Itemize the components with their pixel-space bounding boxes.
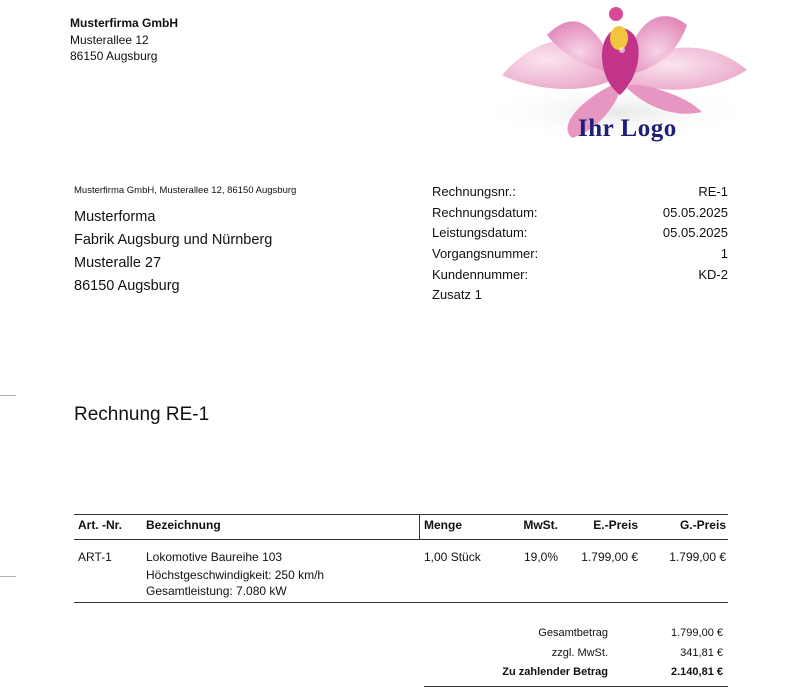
recipient-name: Musterforma [74, 209, 156, 225]
col-header-gpreis: G.-Preis [679, 518, 726, 532]
meta-label: Rechnungsdatum: [432, 204, 538, 220]
meta-value: 05.05.2025 [662, 204, 728, 220]
meta-row-service-date [432, 223, 728, 244]
amount-due-label: Zu zahlender Betrag [502, 666, 608, 678]
cell-epreis: 1.799,00 € [581, 550, 638, 564]
vat-label: zzgl. MwSt. [551, 647, 608, 659]
cell-gpreis: 1.799,00 € [669, 550, 726, 564]
meta-label: Kundennummer: [432, 266, 529, 282]
table-bottom-rule [74, 602, 728, 603]
total-label: Gesamtbetrag [538, 627, 608, 639]
meta-label: Vorgangsnummer: [432, 246, 539, 262]
col-header-artnr: Art. -Nr. [78, 518, 123, 532]
fold-mark [0, 395, 16, 396]
meta-label: Leistungsdatum: [432, 225, 528, 241]
meta-row-customer-number [432, 265, 728, 286]
meta-label: Rechnungsnr.: [432, 184, 516, 199]
meta-row-process-number [432, 244, 728, 265]
recipient-address [74, 206, 272, 298]
sender-company: Musterfirma GmbH [70, 16, 179, 30]
meta-value: 05.05.2025 [662, 225, 728, 241]
col-header-bezeichnung: Bezeichnung [146, 518, 221, 532]
cell-detail: Höchstgeschwindigkeit: 250 km/h [146, 568, 325, 582]
col-header-menge: Menge [424, 518, 463, 532]
meta-value: RE-1 [698, 184, 728, 199]
cell-mwst: 19,0% [523, 550, 558, 564]
meta-value: KD-2 [698, 266, 728, 282]
meta-row-extra [432, 285, 728, 306]
recipient-street: Musteralle 27 [74, 255, 162, 271]
meta-row-invoice-date [432, 203, 728, 224]
col-header-epreis: E.-Preis [593, 518, 638, 532]
vat-value: 341,81 € [680, 647, 723, 659]
invoice-meta [432, 182, 728, 306]
total-value: 1.799,00 € [671, 627, 723, 639]
recipient-city: 86150 Augsburg [74, 278, 180, 294]
recipient-line2: Fabrik Augsburg und Nürnberg [74, 232, 273, 248]
table-top-rule [74, 514, 728, 515]
sender-street: Musterallee 12 [70, 32, 149, 47]
return-address-line: Musterfirma GmbH, Musterallee 12, 86150 Augsburg [74, 185, 297, 196]
sender-city: 86150 Augsburg [70, 49, 158, 63]
meta-row-invoice-number [432, 182, 728, 203]
meta-label: Zusatz 1 [432, 287, 482, 303]
table-header-rule [74, 539, 728, 540]
sender-address [70, 15, 178, 65]
amount-due-value: 2.140,81 € [671, 666, 723, 678]
cell-bezeichnung: Lokomotive Baureihe 103 [146, 550, 283, 564]
cell-menge: 1,00 Stück [424, 550, 481, 564]
totals-underline [424, 686, 728, 687]
meta-value: 1 [720, 246, 728, 262]
logo-text: Ihr Logo [578, 115, 677, 142]
fold-mark [0, 576, 16, 577]
cell-artnr: ART-1 [78, 550, 112, 564]
cell-detail: Gesamtleistung: 7.080 kW [146, 584, 287, 598]
invoice-title: Rechnung RE-1 [74, 404, 210, 425]
col-header-mwst: MwSt. [523, 518, 558, 532]
table-header-separator [419, 514, 420, 539]
